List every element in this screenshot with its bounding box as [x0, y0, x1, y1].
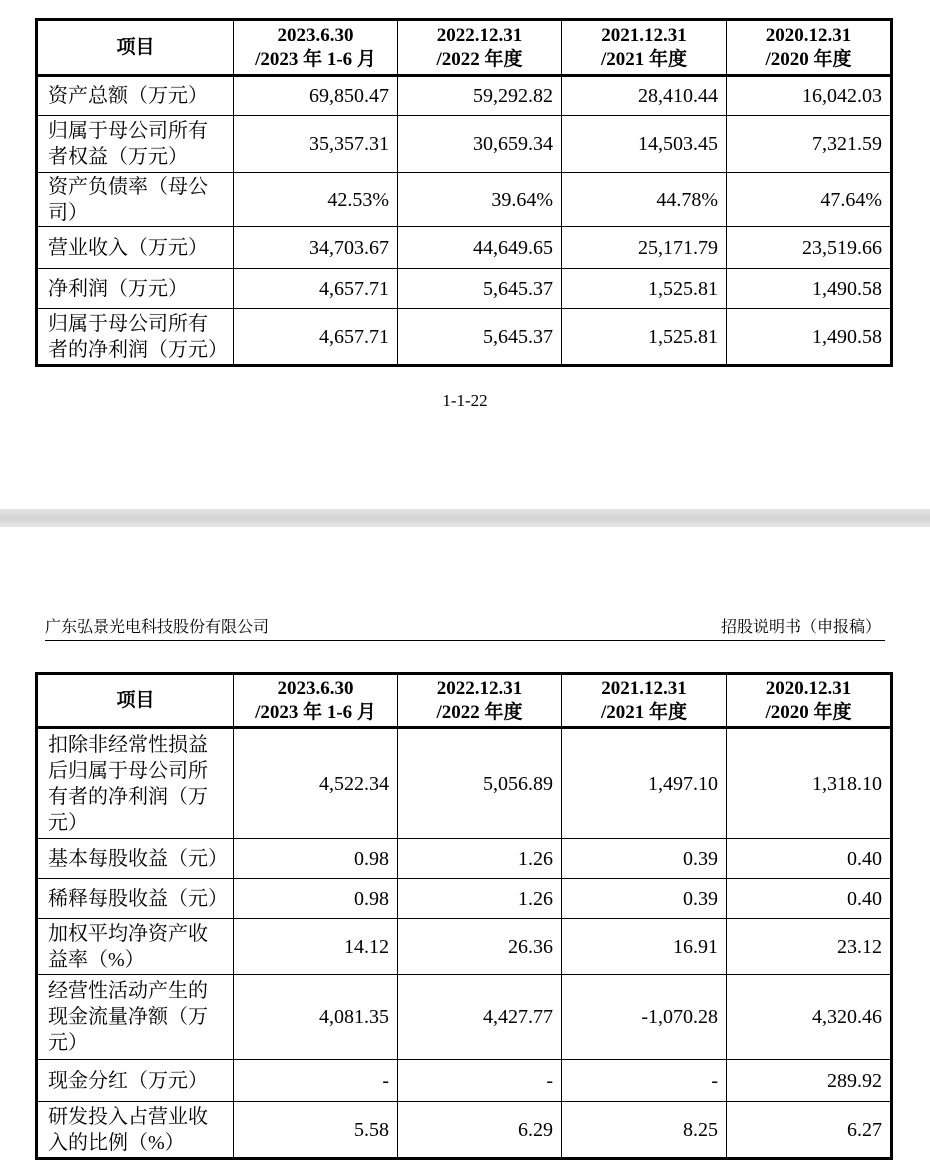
row-label: 净利润（万元） [37, 269, 234, 309]
financial-table-1 [35, 18, 893, 367]
value-cell: 5,645.37 [398, 309, 562, 366]
value-cell: 4,081.35 [234, 975, 398, 1060]
table-row [37, 76, 892, 116]
value-cell: 42.53% [234, 173, 398, 227]
table-row [37, 879, 892, 919]
value-cell: 1.26 [398, 879, 562, 919]
value-cell: 1,490.58 [727, 269, 892, 309]
value-cell: 8.25 [562, 1102, 727, 1159]
value-cell: 0.40 [727, 879, 892, 919]
value-cell: 14.12 [234, 919, 398, 975]
table-row [37, 116, 892, 173]
value-cell: 5,056.89 [398, 728, 562, 839]
header-cell-2022: 2022.12.31 /2022 年度 [398, 20, 562, 76]
value-cell: -1,070.28 [562, 975, 727, 1060]
value-cell: 16,042.03 [727, 76, 892, 116]
table-row [37, 919, 892, 975]
value-cell: 44,649.65 [398, 227, 562, 269]
value-cell: 0.98 [234, 839, 398, 879]
value-cell: 7,321.59 [727, 116, 892, 173]
header-cell-2020: 2020.12.31 /2020 年度 [727, 674, 892, 728]
page-number: 1-1-22 [442, 391, 488, 410]
value-cell: 1,525.81 [562, 269, 727, 309]
value-cell: 30,659.34 [398, 116, 562, 173]
row-label: 营业收入（万元） [37, 227, 234, 269]
value-cell: 26.36 [398, 919, 562, 975]
value-cell: 289.92 [727, 1060, 892, 1102]
row-label: 现金分红（万元） [37, 1060, 234, 1102]
header-cell-2020: 2020.12.31 /2020 年度 [727, 20, 892, 76]
value-cell: 1,490.58 [727, 309, 892, 366]
table-row [37, 839, 892, 879]
value-cell: 1,318.10 [727, 728, 892, 839]
value-cell: 23.12 [727, 919, 892, 975]
value-cell: 1,497.10 [562, 728, 727, 839]
table-header-row [37, 674, 892, 728]
table-row [37, 309, 892, 366]
value-cell: 25,171.79 [562, 227, 727, 269]
header-cell-2021: 2021.12.31 /2021 年度 [562, 20, 727, 76]
page-2 [0, 527, 930, 1166]
company-name: 广东弘景光电科技股份有限公司 [45, 617, 270, 636]
table-row [37, 173, 892, 227]
table-row [37, 975, 892, 1060]
table-row [37, 227, 892, 269]
value-cell: 6.29 [398, 1102, 562, 1159]
value-cell: 39.64% [398, 173, 562, 227]
document-title: 招股说明书（申报稿） [720, 617, 881, 636]
value-cell: - [398, 1060, 562, 1102]
table-row [37, 1060, 892, 1102]
value-cell: 28,410.44 [562, 76, 727, 116]
value-cell: 4,427.77 [398, 975, 562, 1060]
header-cell-2022: 2022.12.31 /2022 年度 [398, 674, 562, 728]
document-header [45, 614, 885, 641]
value-cell: 35,357.31 [234, 116, 398, 173]
value-cell: 4,657.71 [234, 269, 398, 309]
row-label: 基本每股收益（元） [37, 839, 234, 879]
header-cell-2023h1: 2023.6.30 /2023 年 1-6 月 [234, 674, 398, 728]
value-cell: 0.40 [727, 839, 892, 879]
value-cell: 14,503.45 [562, 116, 727, 173]
value-cell: 44.78% [562, 173, 727, 227]
row-label: 资产总额（万元） [37, 76, 234, 116]
value-cell: 1.26 [398, 839, 562, 879]
row-label: 资产负债率（母公 司） [37, 173, 234, 227]
value-cell: 47.64% [727, 173, 892, 227]
page-1 [0, 0, 930, 509]
table-row [37, 728, 892, 839]
value-cell: 59,292.82 [398, 76, 562, 116]
value-cell: 5.58 [234, 1102, 398, 1159]
row-label: 加权平均净资产收 益率（%） [37, 919, 234, 975]
value-cell: 1,525.81 [562, 309, 727, 366]
header-cell-item: 项目 [37, 20, 234, 76]
row-label: 扣除非经常性损益 后归属于母公司所 有者的净利润（万 元） [37, 728, 234, 839]
header-cell-2023h1: 2023.6.30 /2023 年 1-6 月 [234, 20, 398, 76]
value-cell: - [562, 1060, 727, 1102]
financial-table-2 [35, 672, 893, 1160]
header-cell-item: 项目 [37, 674, 234, 728]
header-cell-2021: 2021.12.31 /2021 年度 [562, 674, 727, 728]
row-label: 归属于母公司所有 者的净利润（万元） [37, 309, 234, 366]
value-cell: 69,850.47 [234, 76, 398, 116]
value-cell: 4,657.71 [234, 309, 398, 366]
value-cell: - [234, 1060, 398, 1102]
page-separator [0, 509, 930, 527]
value-cell: 6.27 [727, 1102, 892, 1159]
row-label: 稀释每股收益（元） [37, 879, 234, 919]
value-cell: 4,320.46 [727, 975, 892, 1060]
value-cell: 0.39 [562, 839, 727, 879]
value-cell: 16.91 [562, 919, 727, 975]
table-row [37, 269, 892, 309]
value-cell: 5,645.37 [398, 269, 562, 309]
value-cell: 23,519.66 [727, 227, 892, 269]
table-row [37, 1102, 892, 1159]
table-header-row [37, 20, 892, 76]
row-label: 归属于母公司所有 者权益（万元） [37, 116, 234, 173]
row-label: 经营性活动产生的 现金流量净额（万 元） [37, 975, 234, 1060]
value-cell: 34,703.67 [234, 227, 398, 269]
value-cell: 0.39 [562, 879, 727, 919]
row-label: 研发投入占营业收 入的比例（%） [37, 1102, 234, 1159]
value-cell: 0.98 [234, 879, 398, 919]
value-cell: 4,522.34 [234, 728, 398, 839]
